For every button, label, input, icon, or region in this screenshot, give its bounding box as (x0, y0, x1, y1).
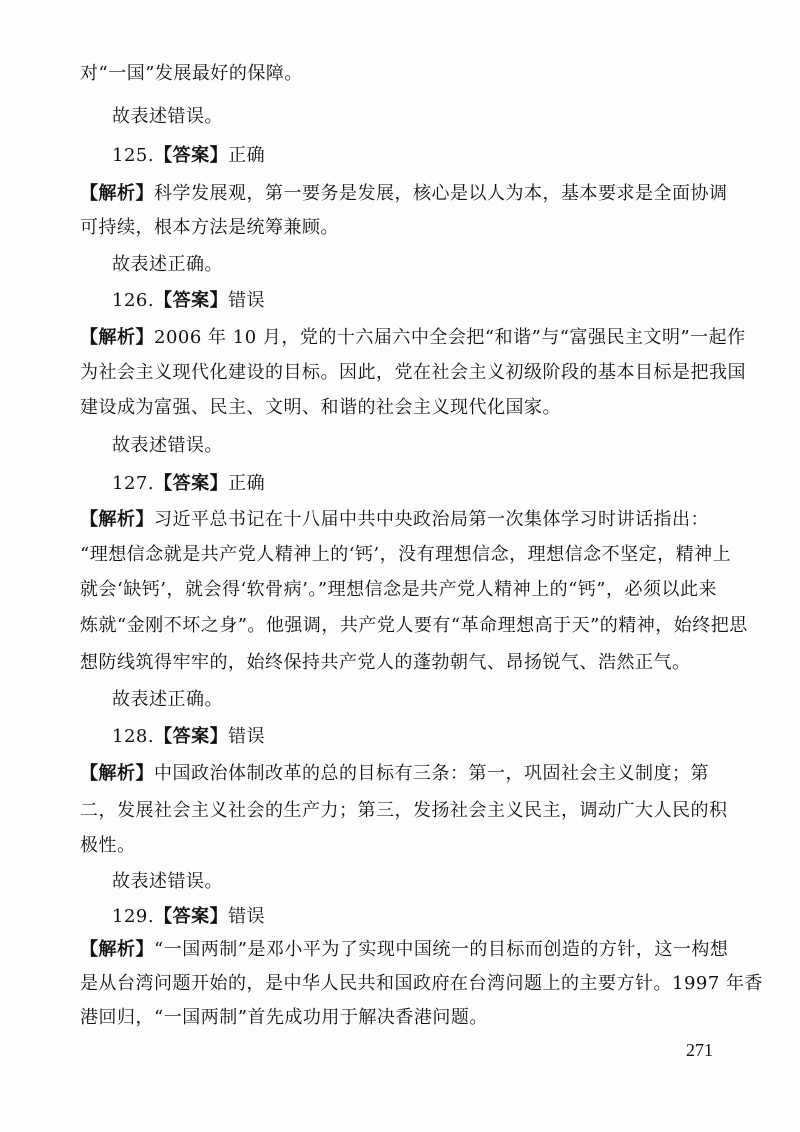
line-text: 炼就“金刚不坏之身”。他强调，共产党人要有“革命理想高于天”的精神，始终把思 (80, 615, 748, 636)
line-text: 就会‘缺钙’，就会得‘软骨病’。”理想信念是共产党人精神上的“钙”，必须以此来 (80, 579, 717, 600)
answer-line-127 (112, 472, 265, 496)
answer-line-126 (112, 289, 265, 313)
answer-line-125 (112, 144, 265, 168)
line-text: 极性。 (80, 835, 136, 856)
answer-value: 错误 (228, 906, 266, 927)
line-text: 习近平总书记在十八届中共中央政治局第一次集体学习时讲话指出： (154, 509, 709, 530)
question-number: 125. (112, 145, 155, 166)
line-text: 为社会主义现代化建设的目标。因此，党在社会主义初级阶段的基本目标是把我国 (80, 362, 746, 383)
answer-label: 【答案】 (154, 290, 229, 311)
answer-label: 【答案】 (154, 473, 229, 494)
conclusion-line (112, 870, 223, 894)
line-text: 2006 年 10 月，党的十六届六中全会把“和谐”与“富强民主文明”一起作 (154, 327, 746, 348)
line-text: 想防线筑得牢牢的，始终保持共产党人的蓬勃朝气、昂扬锐气、浩然正气。 (80, 652, 691, 673)
answer-label: 【答案】 (154, 726, 229, 747)
text-line (80, 1006, 488, 1030)
answer-label: 【答案】 (154, 906, 229, 927)
analysis-label: 【解析】 (80, 327, 154, 348)
analysis-line (80, 762, 709, 786)
question-number: 129. (112, 906, 155, 927)
line-text: 科学发展观，第一要务是发展，核心是以人为本，基本要求是全面协调 (154, 183, 728, 204)
line-text: 二，发展社会主义社会的生产力；第三，发扬社会主义民主，调动广大人民的积 (80, 800, 728, 821)
text-line (80, 651, 691, 675)
text-line (80, 361, 746, 385)
line-text: “理想信念就是共产党人精神上的‘钙’，没有理想信念，理想信念不坚定，精神上 (80, 544, 732, 565)
line-text: 故表述正确。 (112, 689, 223, 710)
answer-value: 正确 (228, 145, 266, 166)
analysis-line (80, 938, 728, 962)
answer-line-128 (112, 725, 265, 749)
line-text: 对“一国”发展最好的保障。 (80, 63, 303, 84)
text-line (80, 62, 303, 86)
conclusion-line (112, 688, 223, 712)
text-line (80, 972, 763, 996)
text-line (80, 396, 561, 420)
line-text: 中国政治体制改革的总的目标有三条：第一，巩固社会主义制度；第 (154, 763, 709, 784)
text-line (80, 799, 728, 823)
question-number: 127. (112, 473, 155, 494)
line-text: 建设成为富强、民主、文明、和谐的社会主义现代化国家。 (80, 397, 561, 418)
answer-value: 正确 (228, 473, 266, 494)
question-number: 126. (112, 290, 155, 311)
analysis-line (80, 508, 709, 532)
text-line (80, 216, 339, 240)
analysis-line (80, 326, 746, 350)
line-text: “一国两制”是邓小平为了实现中国统一的目标而创造的方针，这一构想 (154, 939, 729, 960)
question-number: 128. (112, 726, 155, 747)
answer-value: 错误 (228, 726, 266, 747)
text-line (80, 614, 748, 638)
page-number: 271 (686, 1040, 713, 1060)
conclusion-line (112, 105, 223, 129)
line-text: 故表述正确。 (112, 254, 223, 275)
answer-line-129 (112, 905, 265, 929)
analysis-label: 【解析】 (80, 939, 154, 960)
analysis-label: 【解析】 (80, 183, 154, 204)
text-line (80, 834, 136, 858)
text-line (80, 543, 731, 567)
line-text: 故表述错误。 (112, 871, 223, 892)
line-text: 故表述错误。 (112, 106, 223, 127)
line-text: 故表述错误。 (112, 435, 223, 456)
answer-value: 错误 (228, 290, 266, 311)
line-text: 港回归，“一国两制”首先成功用于解决香港问题。 (80, 1007, 488, 1028)
conclusion-line (112, 434, 223, 458)
line-text: 可持续，根本方法是统筹兼顾。 (80, 217, 339, 238)
answer-label: 【答案】 (154, 145, 229, 166)
line-text: 是从台湾问题开始的，是中华人民共和国政府在台湾问题上的主要方针。1997 年香 (80, 973, 764, 994)
analysis-label: 【解析】 (80, 509, 154, 530)
analysis-line (80, 182, 728, 206)
analysis-label: 【解析】 (80, 763, 154, 784)
text-line (80, 578, 717, 602)
conclusion-line (112, 253, 223, 277)
